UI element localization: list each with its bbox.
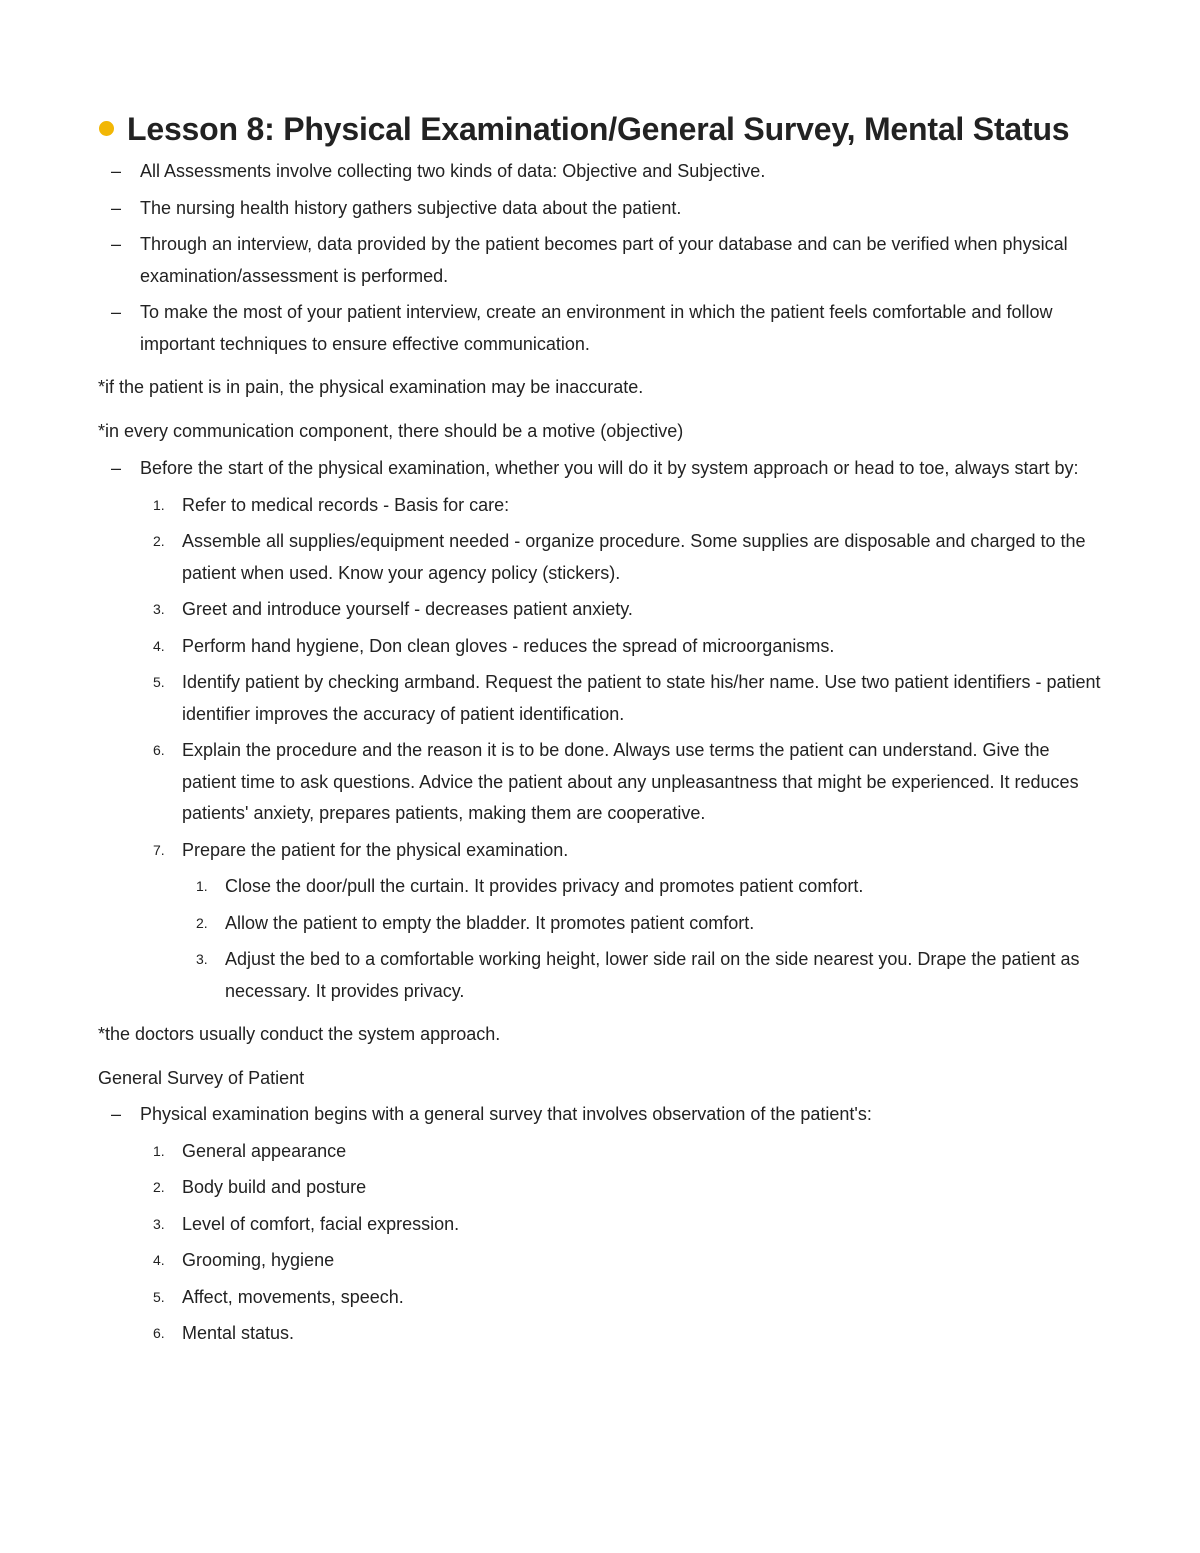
general-survey-list	[98, 1136, 1108, 1350]
general-survey-heading: General Survey of Patient	[98, 1067, 305, 1088]
dash-marker: –	[111, 234, 122, 254]
lesson-title-text: Lesson 8: Physical Examination/General Survey, Mental Status	[127, 111, 1070, 147]
survey-item	[98, 1318, 1108, 1350]
dash-marker: –	[111, 197, 122, 218]
yellow-bullet-icon	[99, 121, 114, 136]
step-number: 3.	[153, 601, 165, 617]
step-item	[98, 526, 1108, 589]
list-item-text: All Assessments involve collecting two kinds of data: Objective and Subjective.	[140, 161, 766, 181]
substep-number: 1.	[196, 878, 208, 894]
survey-number: 1.	[153, 1142, 165, 1159]
list-item-text: Through an interview, data provided by the patient becomes part of your database and can be verified when physical examination/assessment is performed.	[140, 234, 1068, 286]
list-item-text: The nursing health history gathers subjective data about the patient.	[140, 197, 682, 218]
survey-number: 4.	[153, 1252, 165, 1268]
survey-number: 5.	[153, 1288, 165, 1305]
lesson-title	[98, 108, 1108, 150]
step-number: 2.	[153, 533, 165, 549]
prepare-substeps	[98, 871, 1108, 1007]
substep-item	[98, 944, 1108, 1007]
survey-number: 2.	[153, 1179, 165, 1195]
note-pain: *if the patient is in pain, the physical examination may be inaccurate.	[98, 377, 644, 397]
list-item	[98, 297, 1108, 360]
survey-item	[98, 1245, 1108, 1277]
step-text: Identify patient by checking armband. Request the patient to state his/her name. Use two patient identifiers - patient identifier improves the accuracy of patient identification.	[182, 672, 1101, 724]
step-item	[98, 490, 1108, 522]
before-exam-item	[98, 453, 1108, 1007]
survey-text: General appearance	[182, 1140, 347, 1161]
step-item	[98, 631, 1108, 663]
step-number: 5.	[153, 674, 165, 690]
substep-number: 2.	[196, 914, 208, 931]
dash-marker: –	[111, 302, 122, 322]
step-text: Prepare the patient for the physical examination.	[182, 839, 569, 860]
dash-marker: –	[111, 1104, 122, 1124]
step-text: Perform hand hygiene, Don clean gloves - reduces the spread of microorganisms.	[182, 635, 835, 656]
note-motive: *in every communication component, there should be a motive (objective)	[98, 420, 684, 441]
step-number: 1.	[153, 496, 165, 513]
survey-item	[98, 1136, 1108, 1168]
before-exam-text: Before the start of the physical examination, whether you will do it by system approach or head to toe, always start by:	[140, 458, 1079, 478]
survey-number: 3.	[153, 1215, 165, 1232]
list-item	[98, 156, 1108, 188]
step-item	[98, 594, 1108, 626]
survey-item	[98, 1209, 1108, 1241]
step-item	[98, 667, 1108, 730]
step-item	[98, 735, 1108, 830]
survey-number: 6.	[153, 1325, 165, 1341]
dash-marker: –	[111, 458, 122, 478]
step-number: 7.	[153, 841, 165, 858]
survey-text: Grooming, hygiene	[182, 1250, 335, 1270]
general-survey-text: Physical examination begins with a general survey that involves observation of the patient's:	[140, 1104, 872, 1124]
list-item	[98, 193, 1108, 225]
step-item	[98, 835, 1108, 1008]
step-number: 6.	[153, 742, 165, 758]
dash-marker: –	[111, 161, 122, 181]
substep-text: Close the door/pull the curtain. It provides privacy and promotes patient comfort.	[225, 876, 864, 896]
document-page	[98, 108, 1108, 1355]
step-text: Assemble all supplies/equipment needed - organize procedure. Some supplies are disposable and charged to the patient when used. Know your agency policy (stickers).	[182, 531, 1086, 583]
intro-list	[98, 156, 1108, 360]
survey-item	[98, 1282, 1108, 1314]
substep-item	[98, 908, 1108, 940]
survey-text: Level of comfort, facial expression.	[182, 1213, 460, 1234]
before-exam-steps	[98, 490, 1108, 1008]
survey-text: Affect, movements, speech.	[182, 1286, 404, 1307]
note-doctors: *the doctors usually conduct the system approach.	[98, 1024, 501, 1044]
substep-number: 3.	[196, 951, 208, 967]
list-item-text: To make the most of your patient interview, create an environment in which the patient feels comfortable and follow important techniques to ensure effective communication.	[140, 302, 1053, 354]
survey-text: Body build and posture	[182, 1177, 367, 1197]
substep-text: Allow the patient to empty the bladder. It promotes patient comfort.	[225, 912, 755, 933]
step-text: Greet and introduce yourself - decreases patient anxiety.	[182, 599, 633, 619]
substep-text: Adjust the bed to a comfortable working height, lower side rail on the side nearest you. Drape the patient as necessary. It provides privacy.	[225, 949, 1080, 1001]
survey-text: Mental status.	[182, 1323, 295, 1343]
survey-item	[98, 1172, 1108, 1204]
general-survey-item	[98, 1099, 1108, 1350]
step-text: Explain the procedure and the reason it is to be done. Always use terms the patient can understand. Give the patient time to ask questions. Advice the patient about any unpleasantness that might be experienced. It reduces patients' anxiety, prepares patients, making them are cooperative.	[182, 740, 1079, 823]
step-number: 4.	[153, 637, 165, 654]
list-item	[98, 229, 1108, 292]
substep-item	[98, 871, 1108, 903]
step-text: Refer to medical records - Basis for care:	[182, 494, 510, 515]
